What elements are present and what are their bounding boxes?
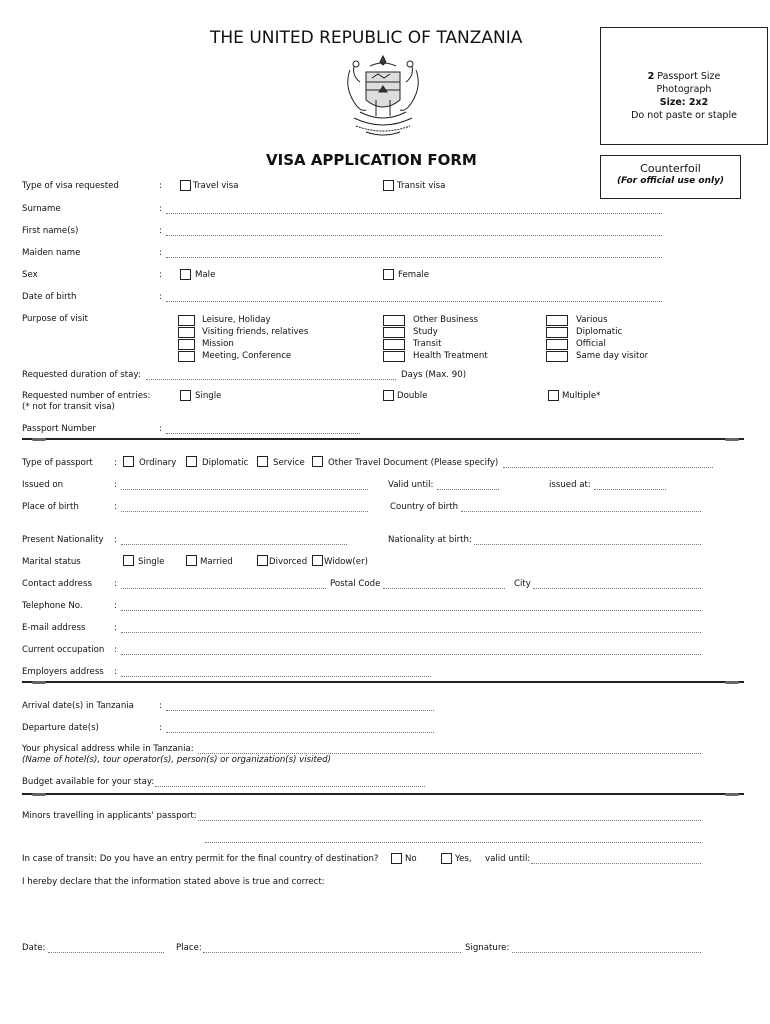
checkbox-passport-ordinary[interactable] — [123, 456, 134, 467]
physical-address-field[interactable] — [198, 753, 701, 754]
postal-code-field[interactable] — [383, 588, 505, 589]
label-place-of-birth: Place of birth — [22, 502, 79, 512]
divider-end-left — [32, 681, 46, 684]
checkbox-passport-diplomatic[interactable] — [186, 456, 197, 467]
label-nationality-at-birth: Nationality at birth: — [388, 535, 472, 545]
employers-address-field[interactable] — [121, 676, 431, 677]
checkbox-marital-divorced[interactable] — [257, 555, 268, 566]
surname-field[interactable] — [166, 213, 662, 214]
date-field[interactable] — [48, 952, 164, 953]
label-surname: Surname — [22, 204, 61, 214]
label-date: Date: — [22, 943, 46, 953]
label-passport-number: Passport Number — [22, 424, 96, 434]
colon: : — [159, 424, 162, 434]
checkbox-marital-married[interactable] — [186, 555, 197, 566]
label-signature: Signature: — [465, 943, 510, 953]
label-entries-double: Double — [397, 391, 428, 401]
purpose-official: Official — [576, 339, 606, 349]
label-telephone: Telephone No. — [22, 601, 83, 611]
colon: : — [114, 601, 117, 611]
label-sex: Sex — [22, 270, 38, 280]
divider-end-right — [725, 438, 739, 441]
checkbox-travel-visa[interactable] — [180, 180, 191, 191]
purpose-study: Study — [413, 327, 438, 337]
label-type-of-visa: Type of visa requested — [22, 181, 119, 191]
place-of-birth-field[interactable] — [121, 511, 368, 512]
present-nationality-field[interactable] — [121, 544, 347, 545]
counterfoil-subtitle: (For official use only) — [616, 176, 725, 186]
checkbox-entries-single[interactable] — [180, 390, 191, 401]
purpose-meeting: Meeting, Conference — [202, 351, 292, 361]
label-date-of-birth: Date of birth — [22, 292, 77, 302]
form-title: VISA APPLICATION FORM — [266, 151, 477, 169]
photo-line2: Photograph — [656, 84, 712, 95]
colon: : — [159, 270, 162, 280]
label-type-of-passport: Type of passport — [22, 458, 93, 468]
contact-address-field[interactable] — [121, 588, 326, 589]
checkbox-transit-yes[interactable] — [441, 853, 452, 864]
section-divider — [22, 793, 744, 795]
nationality-at-birth-field[interactable] — [474, 544, 701, 545]
divider-end-right — [725, 793, 739, 796]
purpose-transit: Transit — [413, 339, 442, 349]
label-present-nationality: Present Nationality — [22, 535, 104, 545]
colon: : — [159, 701, 162, 711]
label-physical-address-note: (Name of hotel(s), tour operator(s), person(s) or organization(s) visited) — [22, 755, 331, 765]
checkbox-purpose-meeting[interactable] — [178, 351, 195, 362]
departure-dates-field[interactable] — [166, 732, 434, 733]
passport-number-field[interactable] — [166, 433, 360, 434]
date-of-birth-field[interactable] — [166, 301, 662, 302]
divider-end-right — [725, 681, 739, 684]
divider-end-left — [32, 793, 46, 796]
place-field[interactable] — [203, 952, 461, 953]
colon: : — [114, 535, 117, 545]
label-entries-multiple: Multiple* — [562, 391, 601, 401]
label-maiden-name: Maiden name — [22, 248, 81, 258]
label-minors: Minors travelling in applicants' passport: — [22, 811, 197, 821]
checkbox-purpose-various[interactable] — [546, 315, 568, 326]
colon: : — [114, 623, 117, 633]
label-city: City — [514, 579, 531, 589]
label-passport-other: Other Travel Document (Please specify) — [328, 458, 499, 468]
country-title: THE UNITED REPUBLIC OF TANZANIA — [210, 28, 523, 48]
checkbox-purpose-leisure[interactable] — [178, 315, 195, 326]
label-days-max: Days (Max. 90) — [401, 370, 467, 380]
label-requested-duration: Requested duration of stay: — [22, 370, 141, 380]
checkbox-purpose-diplomatic[interactable] — [546, 327, 568, 338]
label-marital-widow: Widow(er) — [324, 557, 368, 567]
checkbox-purpose-health[interactable] — [383, 351, 405, 362]
purpose-mission: Mission — [202, 339, 234, 349]
purpose-leisure: Leisure, Holiday — [202, 315, 271, 325]
colon: : — [159, 292, 162, 302]
label-transit-no: No — [405, 854, 417, 864]
label-issued-at: issued at: — [549, 480, 591, 490]
purpose-visiting: Visiting friends, relatives — [202, 327, 309, 337]
label-passport-diplomatic: Diplomatic — [202, 458, 249, 468]
label-entries-single: Single — [195, 391, 222, 401]
signature-field[interactable] — [512, 952, 701, 953]
checkbox-entries-double[interactable] — [383, 390, 394, 401]
label-passport-service: Service — [273, 458, 305, 468]
photo-box — [600, 27, 768, 145]
label-female: Female — [398, 270, 430, 280]
minors-field-2[interactable] — [205, 842, 701, 843]
label-place: Place: — [176, 943, 202, 953]
maiden-name-field[interactable] — [166, 257, 662, 258]
issued-on-field[interactable] — [121, 489, 368, 490]
counterfoil-box — [600, 155, 741, 199]
telephone-field[interactable] — [121, 610, 701, 611]
email-field[interactable] — [121, 632, 701, 633]
colon: : — [114, 579, 117, 589]
colon: : — [114, 645, 117, 655]
label-departure-dates: Departure date(s) — [22, 723, 99, 733]
label-contact-address: Contact address — [22, 579, 92, 589]
checkbox-passport-other[interactable] — [312, 456, 323, 467]
label-physical-address: Your physical address while in Tanzania: — [22, 744, 194, 754]
checkbox-marital-widow[interactable] — [312, 555, 323, 566]
photo-line1 — [601, 70, 767, 83]
current-occupation-field[interactable] — [121, 654, 701, 655]
budget-field[interactable] — [155, 786, 425, 787]
label-current-occupation: Current occupation — [22, 645, 105, 655]
label-country-of-birth: Country of birth — [390, 502, 459, 512]
other-travel-doc-field[interactable] — [503, 467, 713, 468]
valid-until-field[interactable] — [437, 489, 499, 490]
issued-at-field[interactable] — [594, 489, 666, 490]
first-names-field[interactable] — [166, 235, 662, 236]
colon: : — [159, 248, 162, 258]
label-email: E-mail address — [22, 623, 86, 633]
photo-size-label: Passport Size — [654, 71, 721, 82]
section-divider — [22, 681, 744, 683]
colon: : — [159, 226, 162, 236]
duration-field[interactable] — [146, 379, 396, 380]
label-transit-yes: Yes, — [455, 854, 472, 864]
checkbox-marital-single[interactable] — [123, 555, 134, 566]
minors-field-1[interactable] — [198, 820, 701, 821]
label-postal-code: Postal Code — [330, 579, 381, 589]
photo-line3: Size: 2x2 — [659, 97, 709, 108]
checkbox-transit-visa[interactable] — [383, 180, 394, 191]
label-marital-married: Married — [200, 557, 233, 567]
colon: : — [114, 502, 117, 512]
label-declaration: I hereby declare that the information stated above is true and correct: — [22, 877, 325, 887]
colon: : — [114, 458, 117, 468]
label-valid-until: Valid until: — [388, 480, 434, 490]
label-passport-ordinary: Ordinary — [139, 458, 177, 468]
checkbox-transit-no[interactable] — [391, 853, 402, 864]
checkbox-purpose-study[interactable] — [383, 327, 405, 338]
checkbox-purpose-same-day[interactable] — [546, 351, 568, 362]
checkbox-purpose-mission[interactable] — [178, 339, 195, 350]
label-budget: Budget available for your stay: — [22, 777, 155, 787]
colon: : — [114, 480, 117, 490]
checkbox-purpose-visiting[interactable] — [178, 327, 195, 338]
counterfoil-title: Counterfoil — [640, 162, 701, 175]
coat-of-arms-emblem — [336, 52, 430, 144]
arrival-dates-field[interactable] — [166, 710, 434, 711]
purpose-health: Health Treatment — [413, 351, 488, 361]
colon: : — [159, 181, 162, 191]
checkbox-male[interactable] — [180, 269, 191, 280]
checkbox-purpose-other-business[interactable] — [383, 315, 405, 326]
label-marital-single: Single — [138, 557, 165, 567]
photo-line4: Do not paste or staple — [631, 110, 737, 121]
colon: : — [114, 667, 117, 677]
purpose-other-business: Other Business — [413, 315, 479, 325]
label-arrival-dates: Arrival date(s) in Tanzania — [22, 701, 134, 711]
section-divider — [22, 438, 744, 440]
checkbox-purpose-transit[interactable] — [383, 339, 405, 350]
city-field[interactable] — [533, 588, 701, 589]
checkbox-female[interactable] — [383, 269, 394, 280]
colon: : — [159, 723, 162, 733]
checkbox-entries-multiple[interactable] — [548, 390, 559, 401]
label-entries-note: (* not for transit visa) — [22, 402, 115, 412]
checkbox-purpose-official[interactable] — [546, 339, 568, 350]
country-of-birth-field[interactable] — [461, 511, 701, 512]
colon: : — [159, 204, 162, 214]
divider-end-left — [32, 438, 46, 441]
label-transit-question: In case of transit: Do you have an entry permit for the final country of destination? — [22, 854, 379, 864]
label-marital-divorced: Divorced — [269, 557, 308, 567]
purpose-various: Various — [576, 315, 608, 325]
label-issued-on: Issued on — [22, 480, 64, 490]
label-requested-entries: Requested number of entries: — [22, 391, 151, 401]
transit-valid-until-field[interactable] — [531, 863, 701, 864]
label-transit-valid-until: valid until: — [485, 854, 531, 864]
photo-count: 2 — [647, 71, 655, 82]
label-employers-address: Employers address — [22, 667, 104, 677]
checkbox-passport-service[interactable] — [257, 456, 268, 467]
label-marital-status: Marital status — [22, 557, 81, 567]
purpose-diplomatic: Diplomatic — [576, 327, 623, 337]
label-travel-visa: Travel visa — [193, 181, 239, 191]
purpose-same-day: Same day visitor — [576, 351, 649, 361]
label-male: Male — [195, 270, 216, 280]
label-purpose-of-visit: Purpose of visit — [22, 314, 88, 324]
label-transit-visa: Transit visa — [397, 181, 446, 191]
label-first-names: First name(s) — [22, 226, 79, 236]
